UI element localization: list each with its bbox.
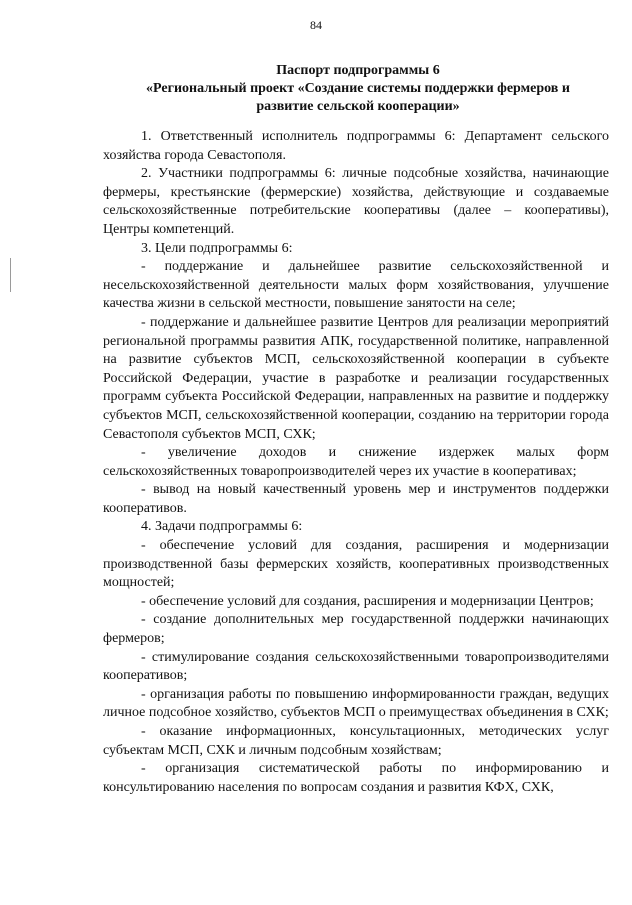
section-2-participants: 2. Участники подпрограммы 6: личные подсобные хозяйства, начинающие фермеры, крестьянские (фермерские) хозяйства, действующие и создаваемые сельскохозяйственные потребительские кооперативы (далее – кооперативы), Центры компетенций. bbox=[103, 166, 609, 237]
task-item: - обеспечение условий для создания, расширения и модернизации Центров; bbox=[141, 593, 594, 609]
section-1-responsible-executor: 1. Ответственный исполнитель подпрограммы 6: Департамент сельского хозяйства города Севастополя. bbox=[103, 129, 609, 163]
section-3-heading: 3. Цели подпрограммы 6: bbox=[141, 240, 293, 256]
task-item: - оказание информационных, консультационных, методических услуг субъектам МСП, СХК и личным подсобным хозяйствам; bbox=[103, 724, 609, 758]
task-item: - создание дополнительных мер государственной поддержки начинающих фермеров; bbox=[103, 612, 609, 647]
page-number: 84 bbox=[310, 18, 322, 32]
title-line-2: «Региональный проект «Создание системы поддержки фермеров и bbox=[146, 81, 570, 96]
document-title bbox=[100, 62, 616, 116]
title-line-3: развитие сельской кооперации» bbox=[256, 99, 460, 114]
goal-item: - поддержание и дальнейшее развитие Центров для реализации мероприятий региональной программы развития АПК, государственной политике, направленной на развитие субъектов МСП, сельскохозяйственной кооперации в субъекте Российской Федерации, участие в разработке и реализации государственных программ субъекта Российской Федерации, направленных на развитие и поддержку субъектов МСП, сельскохозяйственной кооперации, созданию на территории города Севастополя субъектов МСП, СХК; bbox=[103, 314, 609, 442]
section-4-heading: 4. Задачи подпрограммы 6: bbox=[141, 519, 303, 535]
task-item: - стимулирование создания сельскохозяйственными товаропроизводителями кооперативов; bbox=[103, 649, 609, 684]
task-item: - организация систематической работы по информированию и консультированию населения по вопросам создания и развития КФХ, СХК, bbox=[103, 761, 609, 795]
goal-item: - вывод на новый качественный уровень мер и инструментов поддержки кооперативов. bbox=[103, 482, 609, 516]
document-body bbox=[103, 128, 609, 797]
task-item: - обеспечение условий для создания, расширения и модернизации производственной базы фермерских хозяйств, кооперативных производственных мощностей; bbox=[103, 538, 609, 591]
title-line-1: Паспорт подпрограммы 6 bbox=[276, 63, 440, 78]
goal-item: - увеличение доходов и снижение издержек малых форм сельскохозяйственных товаропроизводителей через их участие в кооперативах; bbox=[103, 445, 609, 479]
task-item: - организация работы по повышению информированности граждан, ведущих личное подсобное хозяйство, субъектов МСП о преимуществах объединения в СХК; bbox=[103, 686, 609, 721]
scan-edge-mark bbox=[10, 258, 11, 292]
goal-item: - поддержание и дальнейшее развитие сельскохозяйственной и несельскохозяйственной деятельности малых форм хозяйствования, улучшение качества жизни в сельской местности, повышение занятости на селе; bbox=[103, 259, 609, 312]
